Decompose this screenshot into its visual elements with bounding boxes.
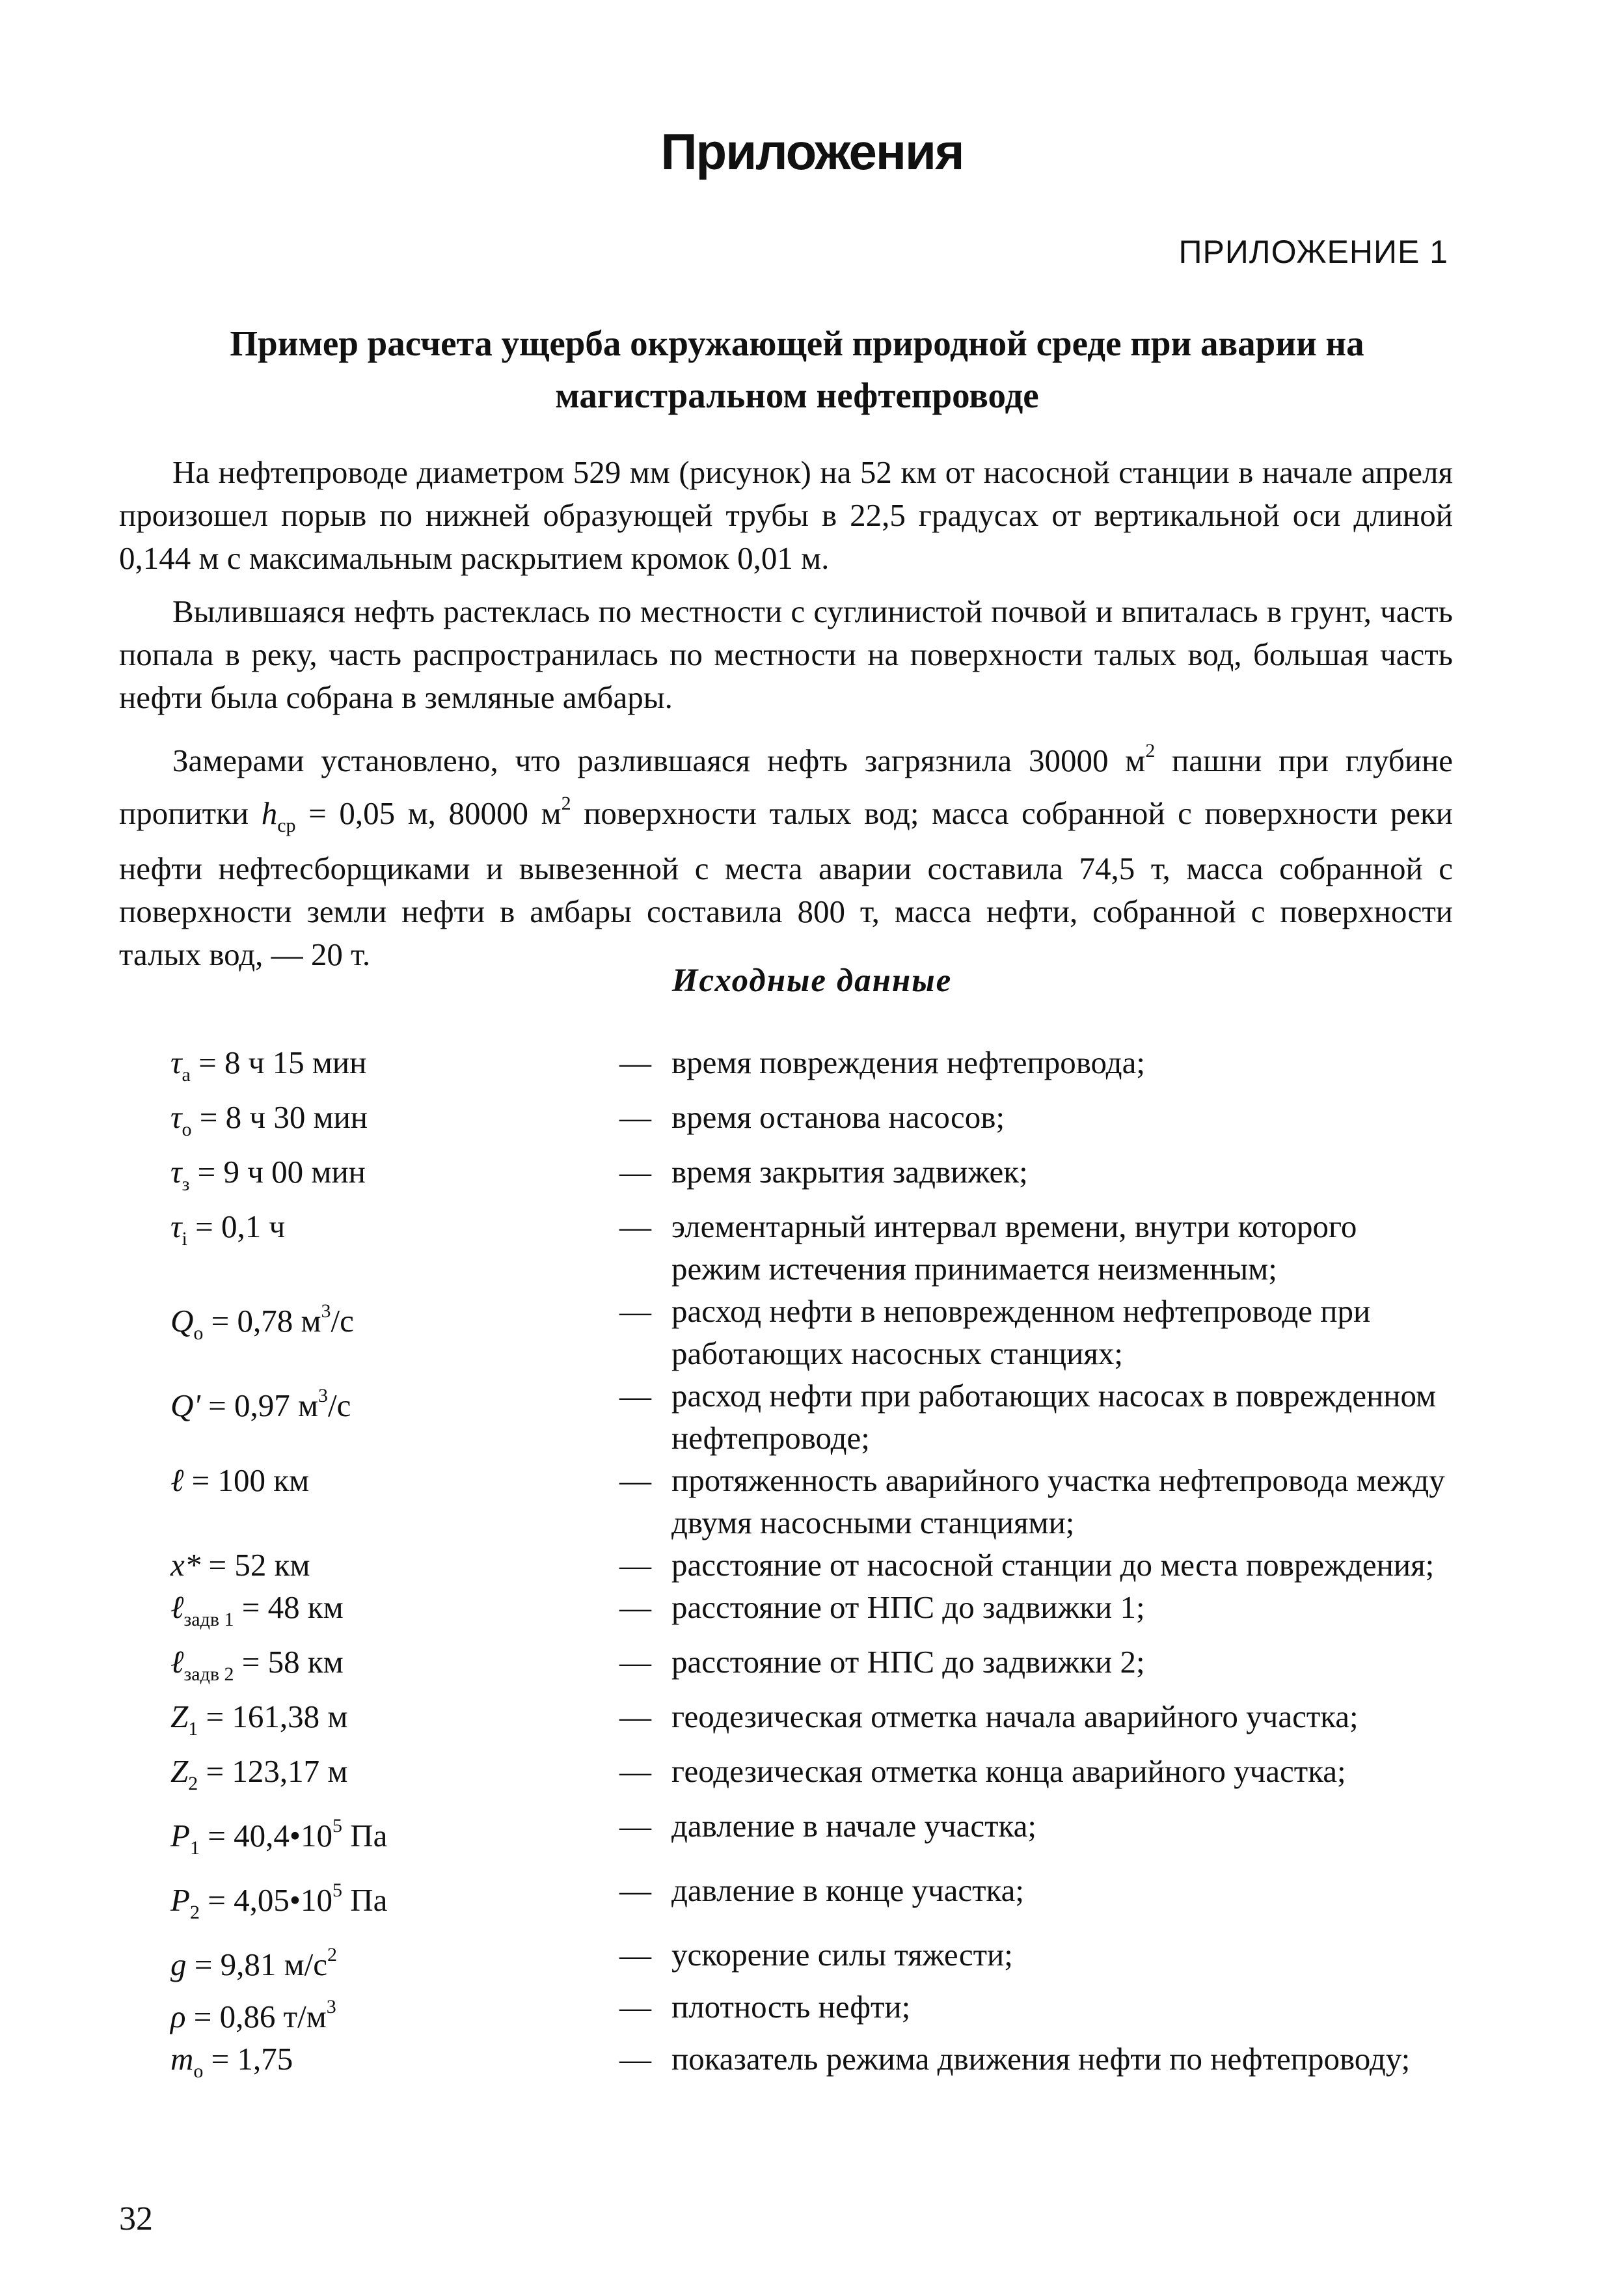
parameter-symbol: τ xyxy=(170,1099,182,1135)
parameter-dash: — xyxy=(619,1808,651,1844)
parameter-dash: — xyxy=(619,1099,651,1135)
initial-data-heading: Исходные данные xyxy=(671,963,953,999)
parameter-row xyxy=(170,1290,1446,1374)
parameter-row xyxy=(170,1986,1446,2038)
intro-paragraph-1: На нефтепроводе диаметром 529 мм (рисунок) на 52 км от насосной станции в начале апреля произошел порыв по нижней образующей трубы в 22,5 градусах от вертикальной оси длиной 0,144 м с максимальным раскрытием кромок 0,01 м. xyxy=(119,454,1453,576)
parameter-symbol: τ xyxy=(170,1045,182,1080)
parameter-number: = 161,38 м xyxy=(198,1699,348,1734)
parameter-number: = 58 км xyxy=(234,1644,344,1680)
parameter-dash: — xyxy=(619,2041,651,2077)
parameter-symbol: x* xyxy=(170,1547,201,1583)
parameter-description: время повреждения нефтепровода; xyxy=(671,1045,1145,1080)
parameter-value xyxy=(170,1869,619,1934)
parameter-row xyxy=(170,1934,1446,1986)
parameter-description: геодезическая отметка начала аварийного участка; xyxy=(671,1699,1359,1734)
parameter-description: плотность нефти; xyxy=(671,1989,911,2025)
intro-p3-a: Замерами установлено, что разлившаяся нефть загрязнила 30000 м xyxy=(172,743,1146,778)
parameter-dash: — xyxy=(619,1937,651,1973)
parameter-number: = 0,78 м xyxy=(203,1303,321,1339)
parameter-unit: Па xyxy=(342,1818,388,1853)
parameter-number: = 8 ч 15 мин xyxy=(190,1045,367,1080)
intro-p3-b: пашни при глубине пропитки xyxy=(119,743,1454,831)
parameter-value xyxy=(170,1586,619,1641)
intro-p3-sup2: 2 xyxy=(561,793,571,814)
parameter-row xyxy=(170,1695,1446,1750)
section-heading-line1: Пример расчета ущерба окружающей природной среде при аварии на xyxy=(230,323,1364,363)
parameter-description: расход нефти при работающих насосах в поврежденном нефтепроводе; xyxy=(671,1378,1437,1456)
parameter-list xyxy=(170,1041,1446,2092)
parameter-row xyxy=(170,1374,1446,1459)
parameter-subscript: 2 xyxy=(189,1902,200,1923)
parameter-subscript: 2 xyxy=(188,1773,198,1794)
parameter-description: время останова насосов; xyxy=(671,1099,1005,1135)
parameter-dash: — xyxy=(619,1753,651,1789)
parameter-number: = 0,86 т/м xyxy=(185,1999,327,2034)
parameter-subscript: 1 xyxy=(188,1718,198,1740)
parameter-row xyxy=(170,1641,1446,1695)
parameter-symbol: ρ xyxy=(170,1999,186,2034)
parameter-value xyxy=(170,1205,619,1260)
intro-text xyxy=(119,451,1453,987)
parameter-number: = 4,05•10 xyxy=(199,1882,332,1918)
parameter-row xyxy=(170,2038,1446,2092)
parameter-description: расстояние от НПС до задвижки 1; xyxy=(671,1589,1145,1625)
parameter-number: = 48 км xyxy=(234,1589,344,1625)
parameter-dash: — xyxy=(619,1462,651,1498)
intro-p3-d: поверхности талых вод; масса собранной с поверхности реки нефти нефтесборщиками и вывезенной с места аварии составила 74,5 т, масса собранной с поверхности земли нефти в амбары составила 800 т, масса нефти, собранной с поверхности талых вод, — 20 т. xyxy=(119,795,1453,972)
intro-paragraph-2: Вылившаяся нефть растеклась по местности с суглинистой почвой и впиталась в грунт, часть попала в реку, часть распространилась по местности на поверхности талых вод, большая часть нефти была собрана в земляные амбары. xyxy=(119,594,1453,715)
parameter-value xyxy=(170,1641,619,1695)
parameter-number: = 123,17 м xyxy=(198,1753,348,1789)
parameter-row xyxy=(170,1805,1446,1869)
parameter-dash: — xyxy=(619,1045,651,1080)
parameter-symbol: ℓ xyxy=(170,1589,184,1625)
parameter-row xyxy=(170,1750,1446,1805)
parameter-number: = 9 ч 00 мин xyxy=(189,1154,366,1190)
parameter-description: время закрытия задвижек; xyxy=(671,1154,1028,1190)
parameter-row xyxy=(170,1151,1446,1205)
parameter-superscript: 2 xyxy=(327,1944,338,1965)
parameter-value xyxy=(170,1934,619,1986)
parameter-symbol: τ xyxy=(170,1209,182,1244)
parameter-description: расстояние от насосной станции до места повреждения; xyxy=(671,1547,1435,1583)
parameter-number: = 40,4•10 xyxy=(199,1818,332,1853)
section-heading xyxy=(130,318,1464,422)
parameter-dash: — xyxy=(619,1699,651,1734)
parameter-value xyxy=(170,1750,619,1805)
parameter-dash: — xyxy=(619,1872,651,1908)
parameter-value xyxy=(170,1986,619,2038)
parameter-row xyxy=(170,1041,1446,1096)
parameter-description: расход нефти в неповрежденном нефтепроводе при работающих насосных станциях; xyxy=(671,1293,1371,1371)
intro-paragraph-3 xyxy=(119,730,1453,976)
parameter-description: геодезическая отметка конца аварийного участка; xyxy=(671,1753,1346,1789)
section-heading-line2: магистральном нефтепроводе xyxy=(555,376,1039,415)
parameter-unit: /с xyxy=(328,1388,351,1423)
parameter-description: расстояние от НПС до задвижки 2; xyxy=(671,1644,1145,1680)
parameter-description: протяженность аварийного участка нефтепровода между двумя насосными станциями; xyxy=(671,1462,1445,1540)
intro-p3-h: h xyxy=(261,795,278,831)
parameter-row xyxy=(170,1586,1446,1641)
parameter-dash: — xyxy=(619,1293,651,1329)
parameter-symbol: Q' xyxy=(170,1388,200,1423)
parameter-description: элементарный интервал времени, внутри которого режим истечения принимается неизменным; xyxy=(671,1209,1357,1287)
parameter-symbol: Z xyxy=(170,1753,189,1789)
parameter-value xyxy=(170,1290,619,1354)
parameter-number: = 8 ч 30 мин xyxy=(191,1099,368,1135)
parameter-symbol: τ xyxy=(170,1154,182,1190)
parameter-number: = 0,97 м xyxy=(200,1388,319,1423)
parameter-symbol: ℓ xyxy=(170,1644,184,1680)
parameter-value xyxy=(170,1151,619,1205)
page-number: 32 xyxy=(119,2200,153,2237)
parameter-row xyxy=(170,1869,1446,1934)
parameter-symbol: P xyxy=(170,1818,190,1853)
parameter-dash: — xyxy=(619,1989,651,2025)
parameter-symbol: g xyxy=(170,1947,187,1982)
parameter-subscript: 1 xyxy=(189,1837,200,1859)
parameter-dash: — xyxy=(619,1154,651,1190)
intro-p3-sup1: 2 xyxy=(1145,740,1156,761)
parameter-row xyxy=(170,1459,1446,1544)
parameter-dash: — xyxy=(619,1547,651,1583)
parameter-unit: Па xyxy=(342,1882,388,1918)
parameter-dash: — xyxy=(619,1589,651,1625)
parameter-superscript: 3 xyxy=(318,1385,329,1406)
parameter-number: = 9,81 м/с xyxy=(186,1947,328,1982)
parameter-dash: — xyxy=(619,1644,651,1680)
parameter-symbol: Z xyxy=(170,1699,189,1734)
parameter-superscript: 5 xyxy=(332,1880,342,1901)
parameter-description: давление в конце участка; xyxy=(671,1872,1024,1908)
parameter-row xyxy=(170,1544,1446,1586)
parameter-subscript: i xyxy=(182,1228,187,1250)
parameter-symbol: P xyxy=(170,1882,190,1918)
parameter-subscript: о xyxy=(193,2060,204,2082)
parameter-value xyxy=(170,1041,619,1096)
parameter-description: давление в начале участка; xyxy=(671,1808,1036,1844)
parameter-symbol: m xyxy=(170,2041,194,2077)
parameter-subscript: задв 2 xyxy=(183,1663,234,1685)
parameter-number: = 52 км xyxy=(200,1547,310,1583)
parameter-symbol: ℓ xyxy=(170,1462,184,1498)
parameter-subscript: а xyxy=(182,1064,191,1086)
parameter-number: = 0,1 ч xyxy=(187,1209,286,1244)
parameter-description: ускорение силы тяжести; xyxy=(671,1937,1013,1973)
appendix-label: ПРИЛОЖЕНИЕ 1 xyxy=(1178,234,1448,270)
parameter-value xyxy=(170,1459,619,1501)
parameter-row xyxy=(170,1096,1446,1151)
parameter-value xyxy=(170,1544,619,1586)
parameter-unit: /с xyxy=(331,1303,354,1339)
parameter-number: = 100 км xyxy=(183,1462,310,1498)
intro-p3-c: = 0,05 м, 80000 м xyxy=(295,795,562,831)
parameter-subscript: о xyxy=(182,1119,192,1140)
parameter-superscript: 3 xyxy=(321,1300,331,1322)
parameter-value xyxy=(170,1695,619,1750)
parameter-superscript: 5 xyxy=(332,1815,342,1837)
parameter-subscript: задв 1 xyxy=(183,1609,234,1630)
parameter-dash: — xyxy=(619,1378,651,1414)
parameter-value xyxy=(170,1096,619,1151)
page-title: Приложения xyxy=(660,123,964,180)
parameter-subscript: з xyxy=(182,1173,190,1195)
parameter-superscript: 3 xyxy=(326,1996,336,2017)
parameter-symbol: Q xyxy=(170,1303,194,1339)
parameter-value xyxy=(170,2038,619,2092)
intro-p3-h-sub: ср xyxy=(277,815,296,836)
parameter-number: = 1,75 xyxy=(203,2041,293,2077)
parameter-value xyxy=(170,1805,619,1869)
parameter-description: показатель режима движения нефти по нефтепроводу; xyxy=(671,2041,1411,2077)
parameter-dash: — xyxy=(619,1209,651,1244)
parameter-subscript: о xyxy=(193,1322,204,1344)
parameter-row xyxy=(170,1205,1446,1290)
parameter-value xyxy=(170,1374,619,1427)
